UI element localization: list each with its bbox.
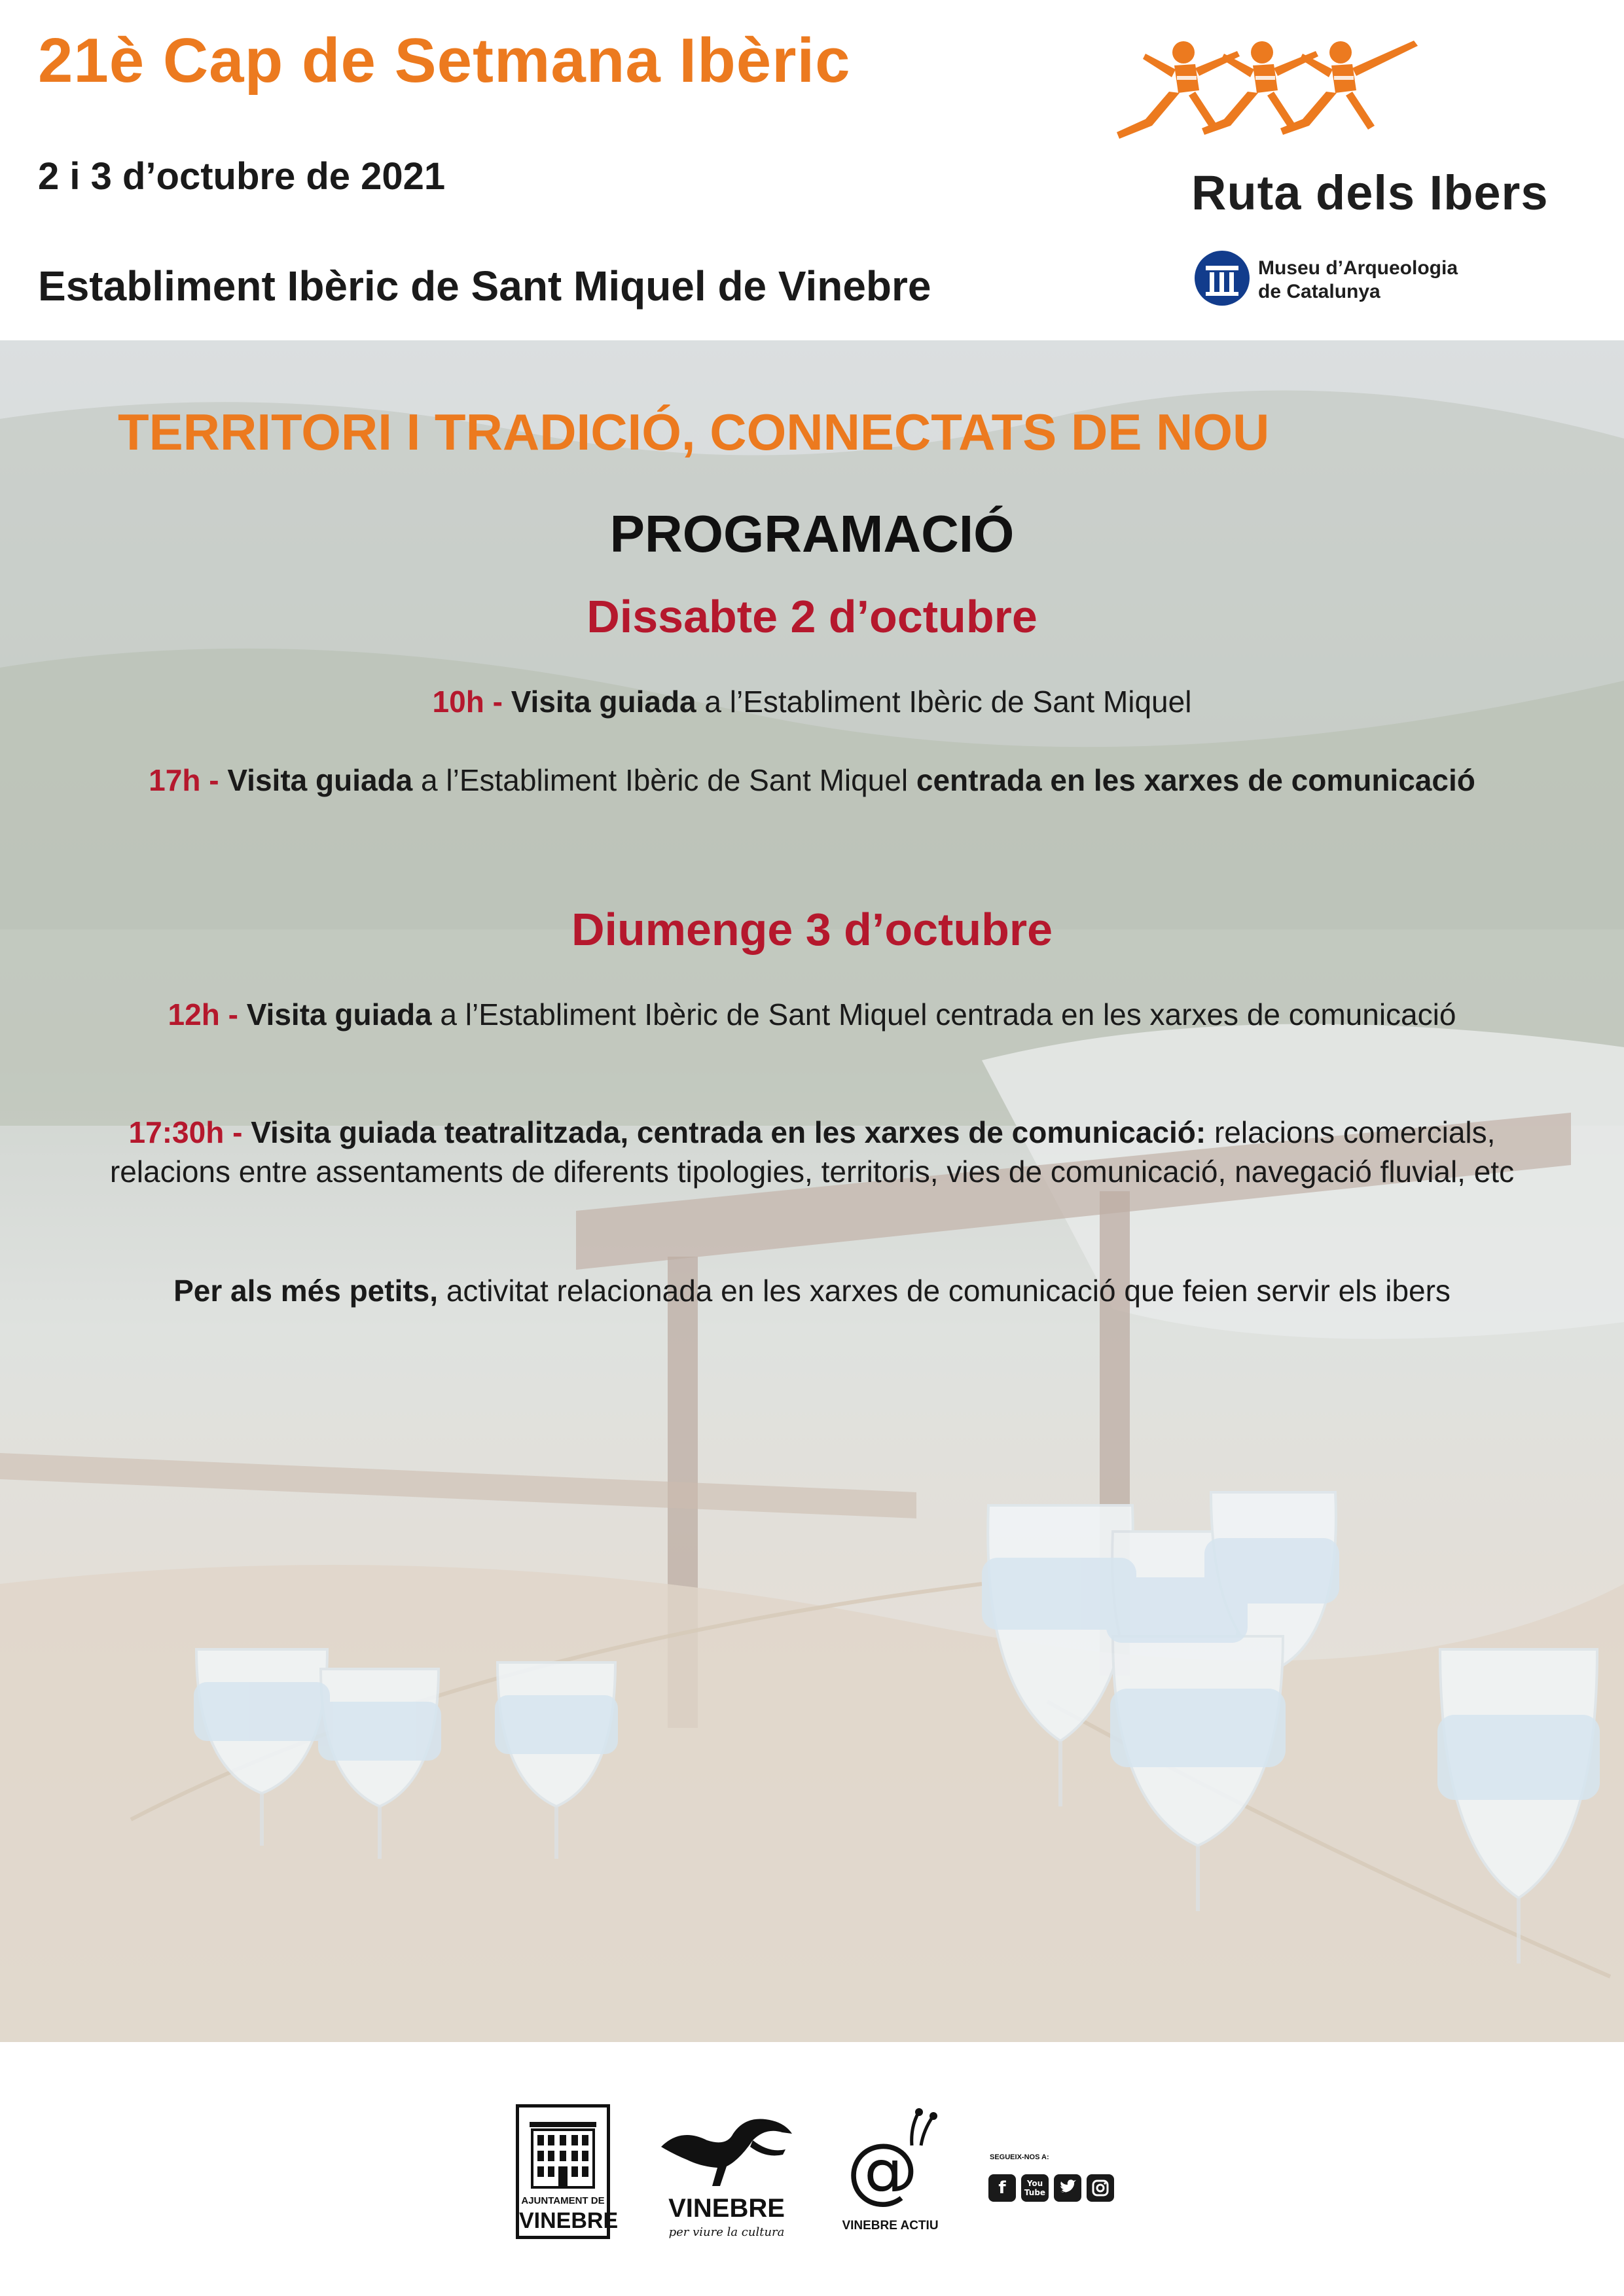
youtube-icon[interactable]: You Tube [1021,2174,1049,2202]
program-item [98,995,1526,1034]
item-description: a l’Establiment Ibèric de Sant Miquel [412,763,916,797]
vinebre-actiu-label: VINEBRE ACTIU [842,2219,939,2233]
facebook-icon[interactable]: f [988,2174,1016,2202]
slogan: TERRITORI I TRADICIÓ, CONNECTATS DE NOU [118,403,1270,461]
item-description: activitat relacionada en les xarxes de comunicació que feien servir els ibers [438,1274,1451,1308]
program-item [98,1113,1526,1191]
item-activity: Visita guiada [511,685,696,719]
vinebre-tagline: per viure la cultura [668,2225,785,2239]
vinebre-logo [655,2108,799,2245]
vinebre-label: VINEBRE [668,2194,785,2223]
ajuntament-logo [516,2104,619,2239]
footer [0,2042,1624,2296]
museum-name-line1: Museu d’Arqueologia [1258,257,1458,279]
item-description: a l’Establiment Ibèric de Sant Miquel [696,685,1192,719]
museum-name [1258,257,1458,304]
item-time: 10h - [432,685,503,719]
ruta-dels-ibers-logo-icon [1106,27,1473,158]
museum-logo-icon [1193,249,1252,308]
item-description: relacions comercials, relacions entre assentaments de diferents tipologies, territoris, vies de comunicació, navegació fluvial, etc [109,1115,1515,1189]
event-dates: 2 i 3 d’octubre de 2021 [38,155,446,198]
program-item [98,761,1526,800]
item-activity: Visita guiada teatralitzada, centrada en les xarxes de comunicació: [251,1115,1206,1149]
item-time: 17h - [149,763,219,797]
ajuntament-line2: VINEBRE [519,2208,619,2233]
instagram-icon[interactable] [1087,2174,1114,2202]
event-title: 21è Cap de Setmana Ibèric [38,26,851,96]
social-label: SEGUEIX-NOS A: [990,2153,1049,2161]
item-time: 12h - [168,997,238,1031]
header [0,0,1624,340]
program-heading: PROGRAMACIÓ [609,505,1015,563]
item-time: 17:30h - [128,1115,243,1149]
ruta-dels-ibers-label: Ruta dels Ibers [1191,166,1549,220]
item-activity: Visita guiada [246,997,432,1031]
museum-name-line2: de Catalunya [1258,281,1380,302]
item-activity: Per als més petits, [173,1274,439,1308]
event-place: Establiment Ibèric de Sant Miquel de Vinebre [38,262,931,310]
animal-silhouette-icon [655,2108,799,2193]
program-item [98,682,1526,721]
ajuntament-line1: AJUNTAMENT DE [521,2195,605,2206]
at-sign-icon: @ [846,2128,918,2212]
town-hall-icon [530,2117,596,2190]
program-item [98,1271,1526,1310]
twitter-icon[interactable] [1054,2174,1081,2202]
item-highlight: centrada en les xarxes de comunicació [916,763,1475,797]
partner-logos [1106,13,1549,321]
social-links [988,2153,1126,2212]
day-heading-saturday: Dissabte 2 d’octubre [586,591,1038,642]
item-activity: Visita guiada [227,763,413,797]
day-heading-sunday: Diumenge 3 d’octubre [571,904,1053,955]
vinebre-actiu-logo [835,2108,946,2245]
item-description: a l’Establiment Ibèric de Sant Miquel centrada en les xarxes de comunicació [431,997,1456,1031]
